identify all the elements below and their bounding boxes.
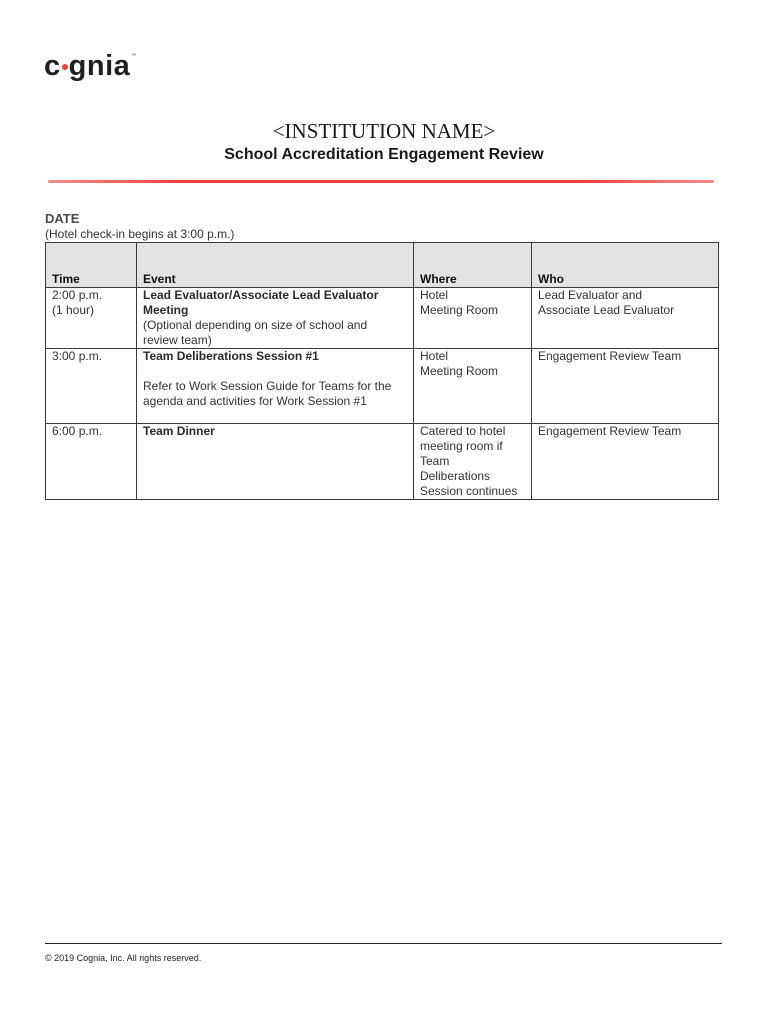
where-text: Catered to hotel <box>420 424 506 438</box>
who-text: Engagement Review Team <box>538 424 682 438</box>
institution-name: <INSTITUTION NAME> <box>272 119 496 143</box>
column-header-time: Time <box>46 243 137 288</box>
table-row <box>46 349 719 424</box>
time-text: 2:00 p.m. <box>52 288 103 302</box>
where-text: meeting room if <box>420 439 503 453</box>
copyright-notice: © 2019 Cognia, Inc. All rights reserved. <box>45 953 202 963</box>
event-detail: (Optional depending on size of school and <box>143 318 368 332</box>
column-header-where: Where <box>414 243 532 288</box>
table-header-row <box>46 243 719 288</box>
who-text: Associate Lead Evaluator <box>538 303 675 317</box>
line-spacer <box>143 364 407 379</box>
who-cell <box>532 288 719 349</box>
column-header-event: Event <box>137 243 414 288</box>
logo-text-end: gnia <box>68 50 131 82</box>
where-text: Hotel <box>420 288 449 302</box>
time-text: 6:00 p.m. <box>52 424 103 438</box>
logo-trademark: ™ <box>131 53 137 59</box>
who-text: Lead Evaluator and <box>538 288 643 302</box>
event-detail: review team) <box>143 333 212 347</box>
table-row <box>46 424 719 500</box>
table-row <box>46 288 719 349</box>
cognia-logo <box>44 52 137 86</box>
where-text: Deliberations <box>420 469 491 483</box>
event-cell <box>137 288 414 349</box>
event-title: Team Deliberations Session #1 <box>143 349 319 363</box>
event-cell <box>137 349 414 424</box>
where-cell <box>414 424 532 500</box>
who-cell <box>532 424 719 500</box>
time-cell <box>46 424 137 500</box>
who-text: Engagement Review Team <box>538 349 682 363</box>
document-title: School Accreditation Engagement Review <box>224 146 544 163</box>
where-text: Team <box>420 454 450 468</box>
checkin-note: (Hotel check-in begins at 3:00 p.m.) <box>45 227 235 241</box>
schedule-table <box>45 242 719 500</box>
time-text: 3:00 p.m. <box>52 349 103 363</box>
date-label: DATE <box>45 211 80 226</box>
column-header-who: Who <box>532 243 719 288</box>
event-title: Team Dinner <box>143 424 215 438</box>
where-text: Meeting Room <box>420 303 499 317</box>
who-cell <box>532 349 719 424</box>
event-cell <box>137 424 414 500</box>
logo-dot-icon <box>62 64 68 70</box>
event-title: Meeting <box>143 303 189 317</box>
event-detail: Refer to Work Session Guide for Teams for the <box>143 379 392 393</box>
time-cell <box>46 288 137 349</box>
logo-text-start: c <box>44 50 61 82</box>
event-title: Lead Evaluator/Associate Lead Evaluator <box>143 288 379 302</box>
duration-text: (1 hour) <box>52 303 95 317</box>
where-cell <box>414 288 532 349</box>
where-cell <box>414 349 532 424</box>
time-cell <box>46 349 137 424</box>
footer-divider <box>45 943 722 944</box>
where-text: Session continues <box>420 484 518 498</box>
where-text: Meeting Room <box>420 364 499 378</box>
where-text: Hotel <box>420 349 449 363</box>
title-divider <box>48 180 714 183</box>
event-detail: agenda and activities for Work Session #1 <box>143 394 367 408</box>
